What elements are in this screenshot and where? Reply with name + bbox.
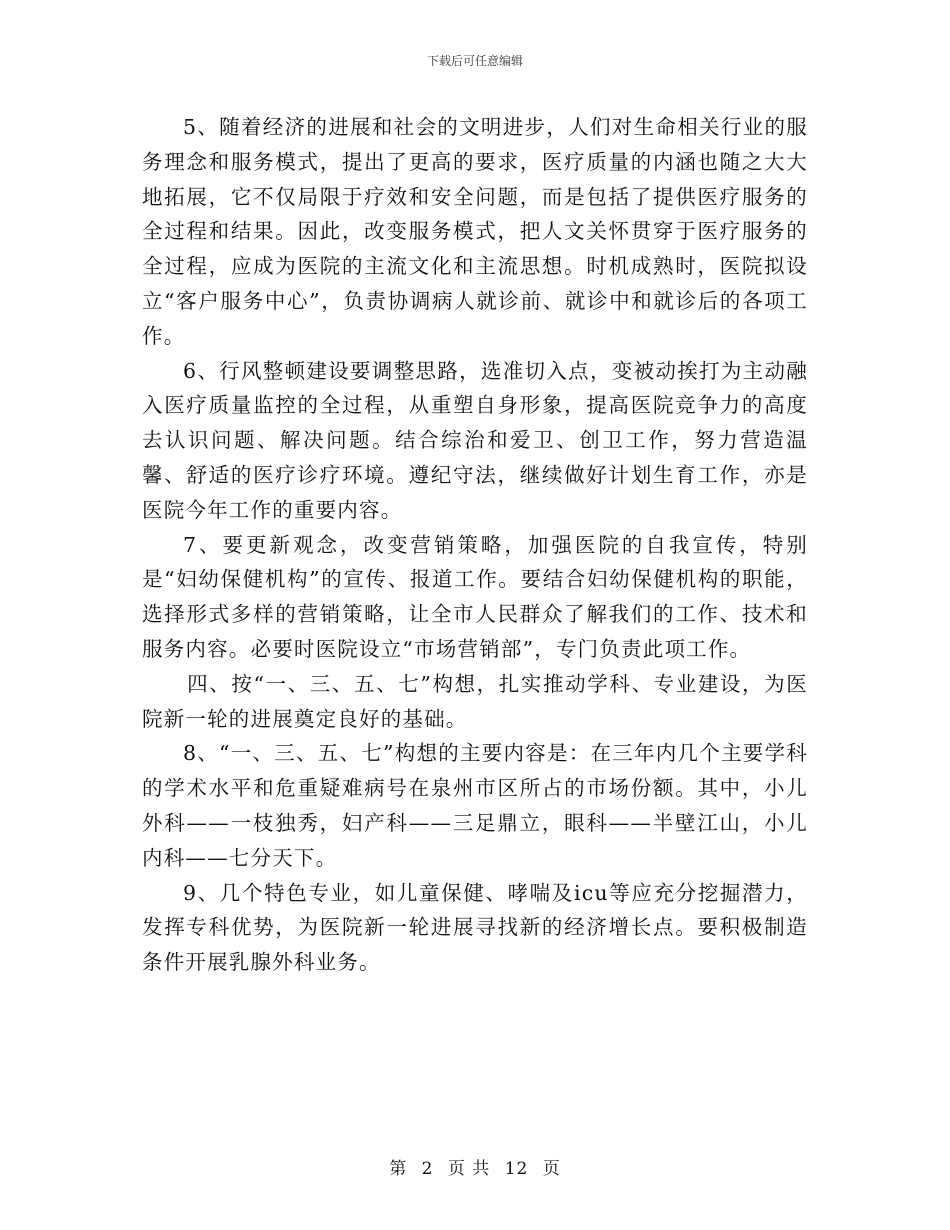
footer-page-number: 2 xyxy=(421,1159,434,1179)
page-header: 下载后可任意编辑 xyxy=(426,54,523,68)
document-body xyxy=(142,110,808,980)
footer-middle: 页 共 xyxy=(447,1159,491,1179)
paragraph-6: 6、行风整顿建设要调整思路，选准切入点，变被动挨打为主动融入医疗质量监控的全过程，从重塑自身形象，提高医院竞争力的高度去认识问题、解决问题。结合综治和爱卫、创卫工作，努力营造温馨、舒适的医疗诊疗环境。遵纪守法，继续做好计划生育工作，亦是医院今年工作的重要内容。 xyxy=(142,358,808,522)
paragraph-8: 8、“一、三、五、七”构想的主要内容是：在三年内几个主要学科的学术水平和危重疑难病号在泉州市区所占的市场份额。其中，小儿外科——一枝独秀，妇产科——三足鼎立，眼科——半壁江山，小儿内科——七分天下。 xyxy=(142,741,808,870)
paragraph-7: 7、要更新观念，改变营销策略，加强医院的自我宣传，特别是“妇幼保健机构”的宣传、报道工作。要结合妇幼保健机构的职能，选择形式多样的营销策略，让全市人民群众了解我们的工作、技术和服务内容。必要时医院设立“市场营销部”，专门负责此项工作。 xyxy=(142,532,808,661)
paragraph-9: 9、几个特色专业，如儿童保健、哮喘及icu等应充分挖掘潜力，发挥专科优势，为医院新一轮进展寻找新的经济增长点。要积极制造条件开展乳腺外科业务。 xyxy=(142,880,808,975)
footer-suffix: 页 xyxy=(542,1159,561,1179)
footer-prefix: 第 xyxy=(389,1159,408,1179)
section-heading-4: 四、按“一、三、五、七”构想，扎实推动学科、专业建设，为医院新一轮的进展奠定良好的基础。 xyxy=(142,671,808,731)
paragraph-5: 5、随着经济的进展和社会的文明进步，人们对生命相关行业的服务理念和服务模式，提出了更高的要求，医疗质量的内涵也随之大大地拓展，它不仅局限于疗效和安全问题，而是包括了提供医疗服务的全过程和结果。因此，改变服务模式，把人文关怀贯穿于医疗服务的全过程，应成为医院的主流文化和主流思想。时机成熟时，医院拟设立“客户服务中心”，负责协调病人就诊前、就诊中和就诊后的各项工作。 xyxy=(142,115,808,348)
footer-total-pages: 12 xyxy=(504,1159,529,1179)
page-footer xyxy=(0,1154,950,1179)
